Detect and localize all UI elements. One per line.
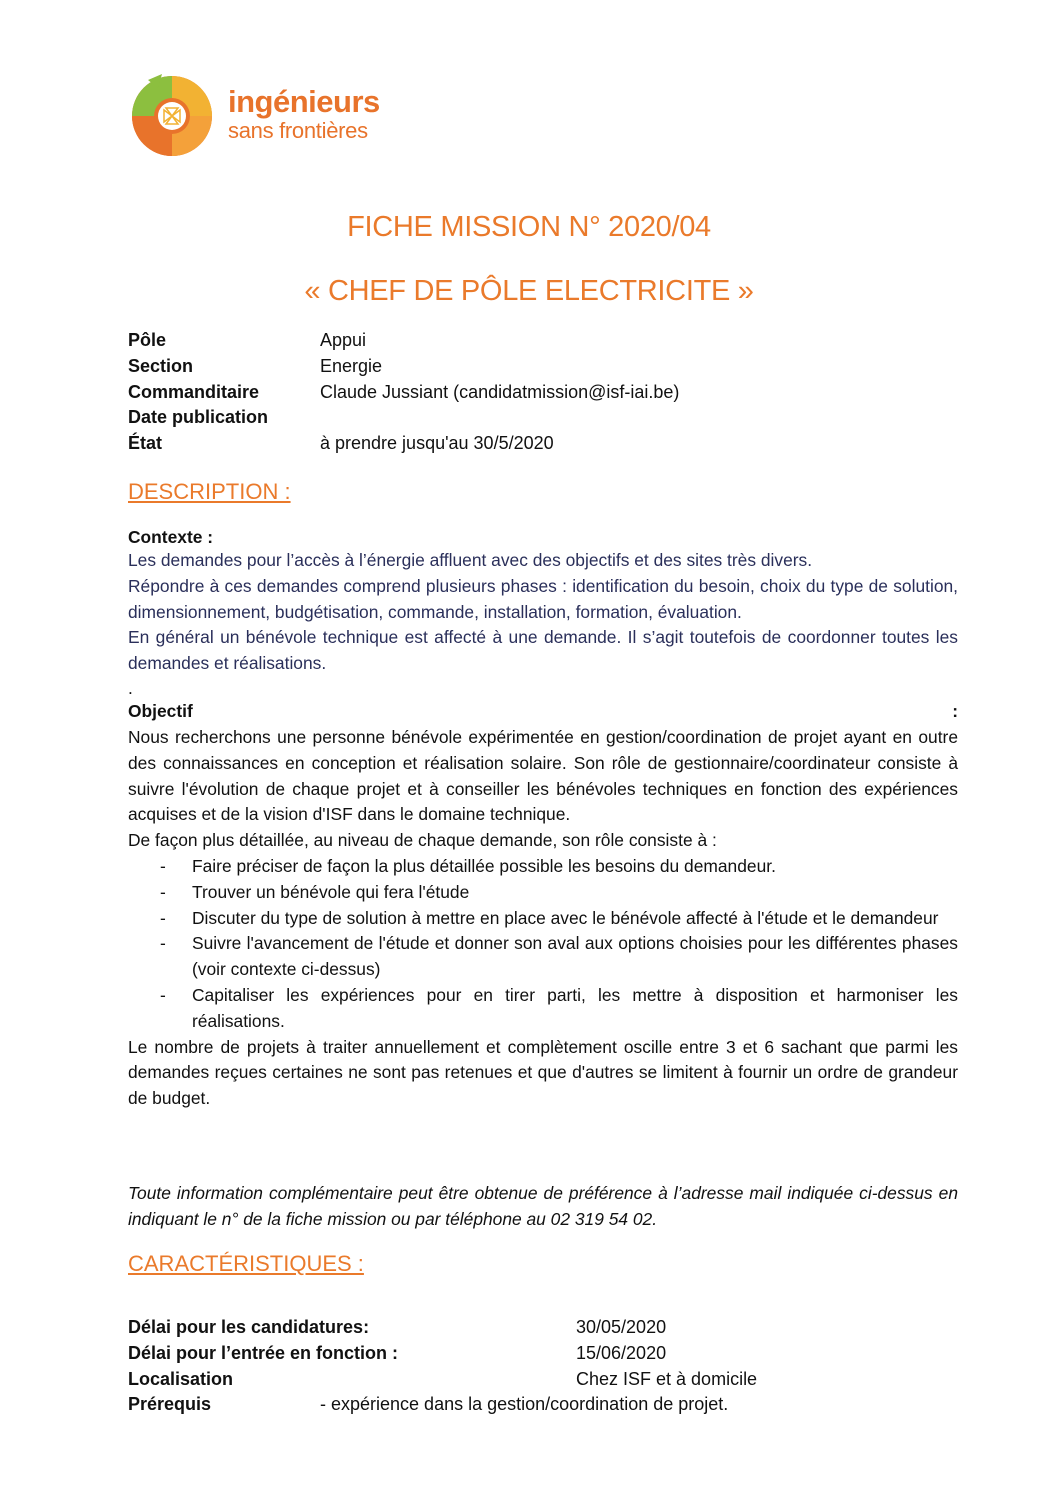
- characteristics-heading: CARACTÉRISTIQUES :: [128, 1251, 364, 1276]
- objective-heading: [128, 699, 958, 725]
- context-paragraph: Répondre à ces demandes comprend plusieurs phases : identification du besoin, choix du type de solution, dimensionnement, budgétisation, commande, installation, formation, évaluation.: [128, 575, 958, 622]
- context-paragraph: En général un bénévole technique est affecté à une demande. Il s’agit toutefois de coordonner toutes les demandes et réalisations.: [128, 627, 958, 674]
- list-item: [128, 931, 958, 983]
- characteristic-row: [128, 1392, 958, 1418]
- task-text: Discuter du type de solution à mettre en place avec le bénévole affecté à l'étude et le demandeur: [192, 907, 939, 928]
- isf-logo-mark-icon: [128, 70, 224, 160]
- characteristics-list: [128, 1315, 958, 1418]
- bullet-dash: -: [160, 855, 166, 876]
- logo-text-sans-frontieres: sans frontières: [228, 118, 368, 143]
- bullet-dash: -: [160, 933, 166, 954]
- info-label: Section: [128, 355, 194, 376]
- objective-paragraph: Le nombre de projets à traiter annuellement et complètement oscille entre 3 et 6 sachant que parmi les demandes reçues certaines ne sont pas retenues et que d'autres se limitent à fournir un ordre de grandeur de budget.: [128, 1036, 958, 1109]
- task-text: Capitaliser les expériences pour en tirer parti, les mettre à disposition et harmoniser les réalisations.: [192, 984, 958, 1031]
- list-item: [128, 983, 958, 1035]
- task-text: Trouver un bénévole qui fera l'étude: [192, 881, 470, 902]
- task-text: Faire préciser de façon la plus détaillée possible les besoins du demandeur.: [192, 855, 776, 876]
- characteristic-value: 15/06/2020: [576, 1342, 667, 1363]
- mission-title: FICHE MISSION N° 2020/04: [347, 211, 711, 243]
- contact-note: Toute information complémentaire peut être obtenue de préférence à l’adresse mail indiquée ci-dessus en indiquant le n° de la fiche mission ou par téléphone au 02 319 54 02.: [128, 1183, 958, 1229]
- bullet-dash: -: [160, 907, 166, 928]
- objective-paragraph: De façon plus détaillée, au niveau de chaque demande, son rôle consiste à :: [128, 830, 717, 851]
- characteristic-row: [128, 1315, 958, 1341]
- description-heading: DESCRIPTION :: [128, 479, 291, 504]
- logo-text-ingenieurs: ingénieurs: [228, 84, 380, 119]
- info-label: État: [128, 433, 163, 454]
- mission-subtitle: « CHEF DE PÔLE ELECTRICITE »: [304, 275, 754, 307]
- characteristic-value: - expérience dans la gestion/coordination de projet.: [320, 1394, 729, 1415]
- info-label: Date publication: [128, 407, 269, 428]
- bullet-dash: -: [160, 984, 166, 1005]
- context-label: Contexte :: [128, 527, 214, 547]
- info-value: Energie: [320, 355, 383, 376]
- characteristic-value: Chez ISF et à domicile: [576, 1368, 758, 1389]
- list-item: [128, 880, 958, 906]
- task-list: [128, 854, 958, 1035]
- objective-label: Objectif: [128, 701, 193, 721]
- info-row-section: [128, 354, 679, 380]
- objective-text: [128, 725, 958, 1112]
- list-item: [128, 854, 958, 880]
- info-label: Pôle: [128, 330, 167, 350]
- info-row-date-publication: [128, 405, 679, 431]
- info-label: Commanditaire: [128, 381, 260, 402]
- info-value: Claude Jussiant (candidatmission@isf-iai.be): [320, 381, 680, 402]
- info-value: Appui: [320, 330, 367, 350]
- characteristic-label: Localisation: [128, 1368, 234, 1389]
- stray-dot: .: [128, 678, 133, 698]
- characteristic-row: [128, 1341, 958, 1367]
- context-paragraph: Les demandes pour l’accès à l’énergie affluent avec des objectifs et des sites très divers.: [128, 550, 813, 570]
- mission-info: [128, 328, 679, 457]
- info-row-pole: [128, 328, 679, 354]
- bullet-dash: -: [160, 881, 166, 902]
- characteristic-row: [128, 1367, 958, 1393]
- task-text: Suivre l'avancement de l'étude et donner son aval aux options choisies pour les différentes phases (voir contexte ci-dessus): [192, 933, 958, 980]
- characteristic-value: 30/05/2020: [576, 1317, 667, 1337]
- objective-paragraph: Nous recherchons une personne bénévole expérimentée en gestion/coordination de projet ayant en outre des connaissances en conception et réalisation solaire. Son rôle de gestionnaire/coordinateur consiste à suivre l'évolution de chaque projet et à conseiller les bénévoles techniques en fonction des expériences acquises et de la vision d'ISF dans le domaine technique.: [128, 727, 958, 825]
- isf-logo: [128, 70, 388, 160]
- characteristic-label: Prérequis: [128, 1394, 212, 1415]
- context-text: [128, 548, 958, 677]
- info-row-etat: [128, 431, 679, 457]
- characteristic-label: Délai pour l’entrée en fonction :: [128, 1342, 399, 1363]
- info-value: à prendre jusqu'au 30/5/2020: [320, 433, 554, 454]
- info-row-commanditaire: [128, 380, 679, 406]
- characteristic-label: Délai pour les candidatures:: [128, 1317, 370, 1337]
- list-item: [128, 906, 958, 932]
- objective-colon: :: [952, 701, 958, 721]
